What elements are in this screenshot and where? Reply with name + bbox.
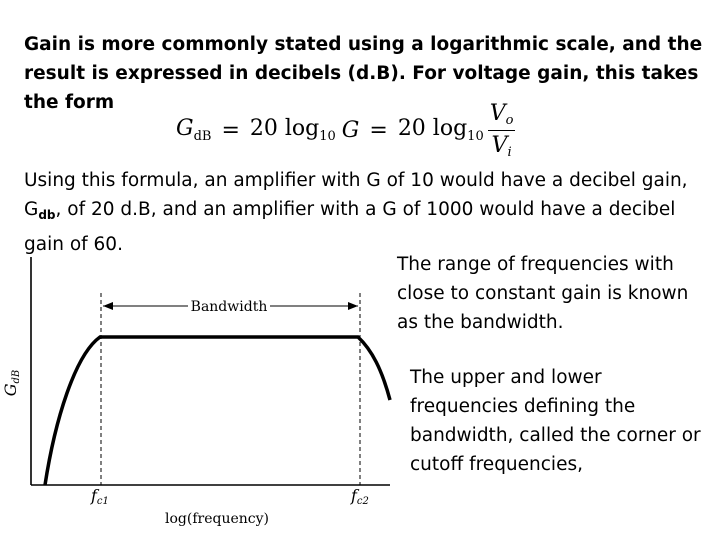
intro-paragraph: Gain is more commonly stated using a logarithmic scale, and the result is expressed in decibels (d.B). For voltage gain, this takes the form — [24, 34, 703, 113]
bandwidth-arrowhead-left — [103, 302, 113, 310]
x-axis-label: log(frequency) — [165, 511, 269, 527]
formula-var: G — [341, 117, 360, 143]
formula-equals-1: = — [221, 117, 240, 143]
formula-fraction — [488, 101, 516, 160]
fc2-label: fc2 — [351, 486, 369, 507]
formula-log-1: 20 $\log_{10}$ — [249, 116, 336, 144]
bandwidth-note: The range of frequencies with close to constant gain is known as the bandwidth. — [397, 254, 689, 333]
bandwidth-arrowhead-right — [348, 302, 358, 310]
y-axis-label: GdB — [1, 369, 22, 397]
formula-log-2: 20 $\log_{10}$ — [397, 116, 484, 144]
formula-lhs: $G_{dB}$ — [176, 116, 212, 144]
cutoff-frequencies-note: The upper and lower frequencies defining the bandwidth, called the corner or cutoff frequencies, — [410, 367, 701, 475]
formula-equals-2: = — [369, 117, 388, 143]
decibel-example-paragraph: Using this formula, an amplifier with G of 10 would have a decibel gain, $G_{db}$, of 20 d.B, and an amplifier with a G of 1000 would have a decibel gain of 60. — [24, 170, 688, 255]
fc1-label: fc1 — [91, 486, 109, 507]
formula-denominator: $V_i$ — [491, 132, 512, 160]
formula-numerator: $V_o$ — [488, 101, 516, 131]
bandwidth-graph — [0, 255, 400, 540]
gain-formula — [176, 100, 515, 160]
bandwidth-label: Bandwidth — [190, 299, 268, 315]
gain-curve — [45, 337, 390, 485]
